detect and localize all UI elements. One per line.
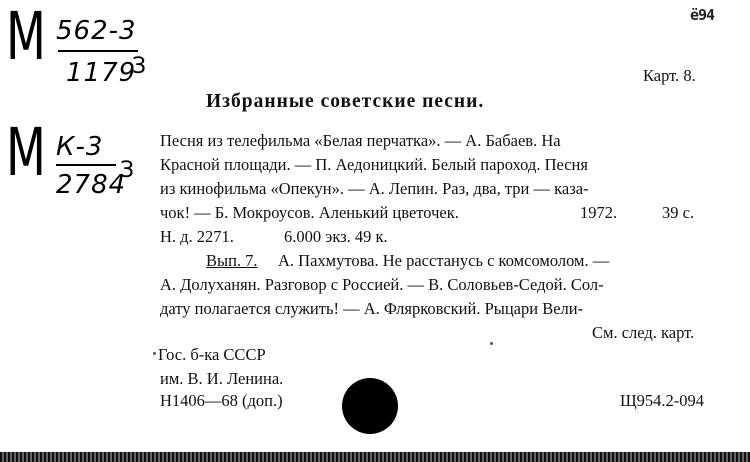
handwritten-m-top: М bbox=[6, 0, 47, 75]
speck-1 bbox=[490, 342, 493, 345]
handwritten-code-top-sub: 1179 bbox=[66, 58, 137, 88]
card-number: Карт. 8. bbox=[643, 66, 696, 85]
body-line-3: из кинофильма «Опекун». — А. Лепин. Раз, два, три — каза- bbox=[160, 179, 589, 198]
issue-line-1: А. Пахмутова. Не расстанусь с комсомолом. — bbox=[278, 251, 610, 270]
page-count: 39 с. bbox=[662, 203, 695, 222]
handwritten-rule-top bbox=[58, 50, 138, 52]
corner-stamp: ё94 bbox=[690, 6, 715, 24]
print-run: 6.000 экз. 49 к. bbox=[284, 227, 388, 246]
handwritten-mark-mid: З bbox=[120, 158, 136, 183]
handwritten-rule-mid bbox=[56, 164, 116, 166]
card-bottom-edge bbox=[0, 452, 750, 462]
handwritten-code-top: 562-3 bbox=[56, 16, 137, 46]
body-line-2: Красной площади. — П. Аедоницкий. Белый пароход. Песня bbox=[160, 155, 588, 174]
handwritten-code-mid: К-3 bbox=[56, 132, 104, 162]
body-line-4: чок! — Б. Мокроусов. Аленький цветочек. bbox=[160, 203, 459, 222]
card-title: Избранные советские песни. bbox=[206, 91, 485, 112]
punch-hole bbox=[342, 378, 398, 434]
library-line-3: Н1406—68 (доп.) bbox=[160, 391, 283, 410]
continued-note: См. след. карт. bbox=[592, 323, 695, 342]
issue-line-2: А. Долуханян. Разговор с Россией. — В. Соловьев-Седой. Сол- bbox=[160, 275, 604, 294]
classification-code: Щ954.2-094 bbox=[620, 391, 705, 410]
issue-label: Вып. 7. bbox=[206, 251, 258, 270]
publication-year: 1972. bbox=[580, 203, 618, 222]
handwritten-code-mid-sub: 2784 bbox=[56, 170, 127, 200]
library-line-2: им. В. И. Ленина. bbox=[160, 369, 284, 388]
speck-2 bbox=[153, 352, 156, 355]
handwritten-m-mid: М bbox=[6, 114, 47, 191]
handwritten-mark-top: З bbox=[132, 54, 148, 79]
body-line-1: Песня из телефильма «Белая перчатка». — А. Бабаев. На bbox=[160, 131, 561, 150]
library-line-1: Гос. б-ка СССР bbox=[158, 345, 266, 364]
issue-line-3: дату полагается служить! — А. Флярковский. Рыцари Вели- bbox=[160, 299, 584, 318]
body-line-5: Н. д. 2271. bbox=[160, 227, 234, 246]
